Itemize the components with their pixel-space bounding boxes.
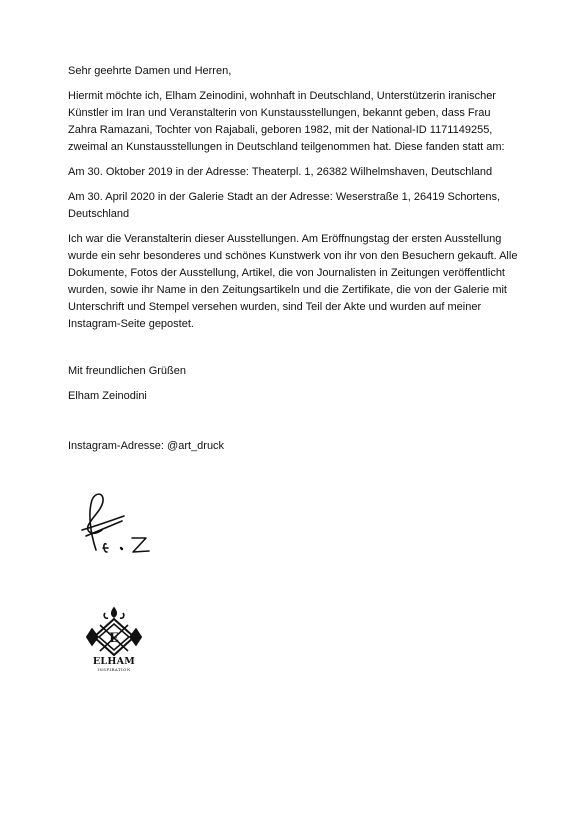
logo-monogram: E [109, 631, 119, 646]
letter-body [68, 63, 520, 463]
instagram-address: Instagram-Adresse: @art_druck [68, 440, 225, 452]
logo-subtitle: INSPIRATION [97, 667, 131, 672]
intro-paragraph: Hiermit möchte ich, Elham Zeinodini, wohnhaft in Deutschland, Unterstützerin iranischer Künstler im Iran und Veranstalterin von Kunstausstellungen, bekannt geben, dass Frau Zahra Ramazani, Tochter von Rajabali, geboren 1982, mit der National-ID 1171149255, zweimal an Kunstausstellungen in Deutschland teilgenommen hat. Diese fanden statt am: [68, 90, 505, 153]
logo-emblem-icon [86, 605, 142, 657]
event-line-2: Am 30. April 2020 in der Galerie Stadt an der Adresse: Weserstraße 1, 26419 Schortens, Deutschland [68, 191, 501, 220]
details-paragraph: Ich war die Veranstalterin dieser Ausstellungen. Am Eröffnungstag der ersten Ausstellung wurde ein sehr besonderes und schönes Kunstwerk von ihr von den Besuchern gekauft. Alle Dokumente, Fotos der Ausstellung, Artikel, die von Journalisten in Zeitungen veröffentlicht wurden, sowie ihr Name in den Zeitungsartikeln und die Zertifikate, die von der Galerie mit Unterschrift und Stempel versehen wurden, sind Teil der Akte und wurden auf meiner Instagram-Seite gepostet. [68, 233, 518, 330]
elham-inspiration-logo [86, 605, 142, 675]
logo-wordmark: ELHAM [92, 656, 136, 667]
handwritten-signature [76, 488, 162, 564]
sender-name: Elham Zeinodini [68, 390, 147, 402]
closing-line: Mit freundlichen Grüßen [68, 365, 186, 377]
event-line-1: Am 30. Oktober 2019 in der Adresse: Theaterpl. 1, 26382 Wilhelmshaven, Deutschland [68, 166, 493, 178]
salutation: Sehr geehrte Damen und Herren, [68, 65, 232, 77]
